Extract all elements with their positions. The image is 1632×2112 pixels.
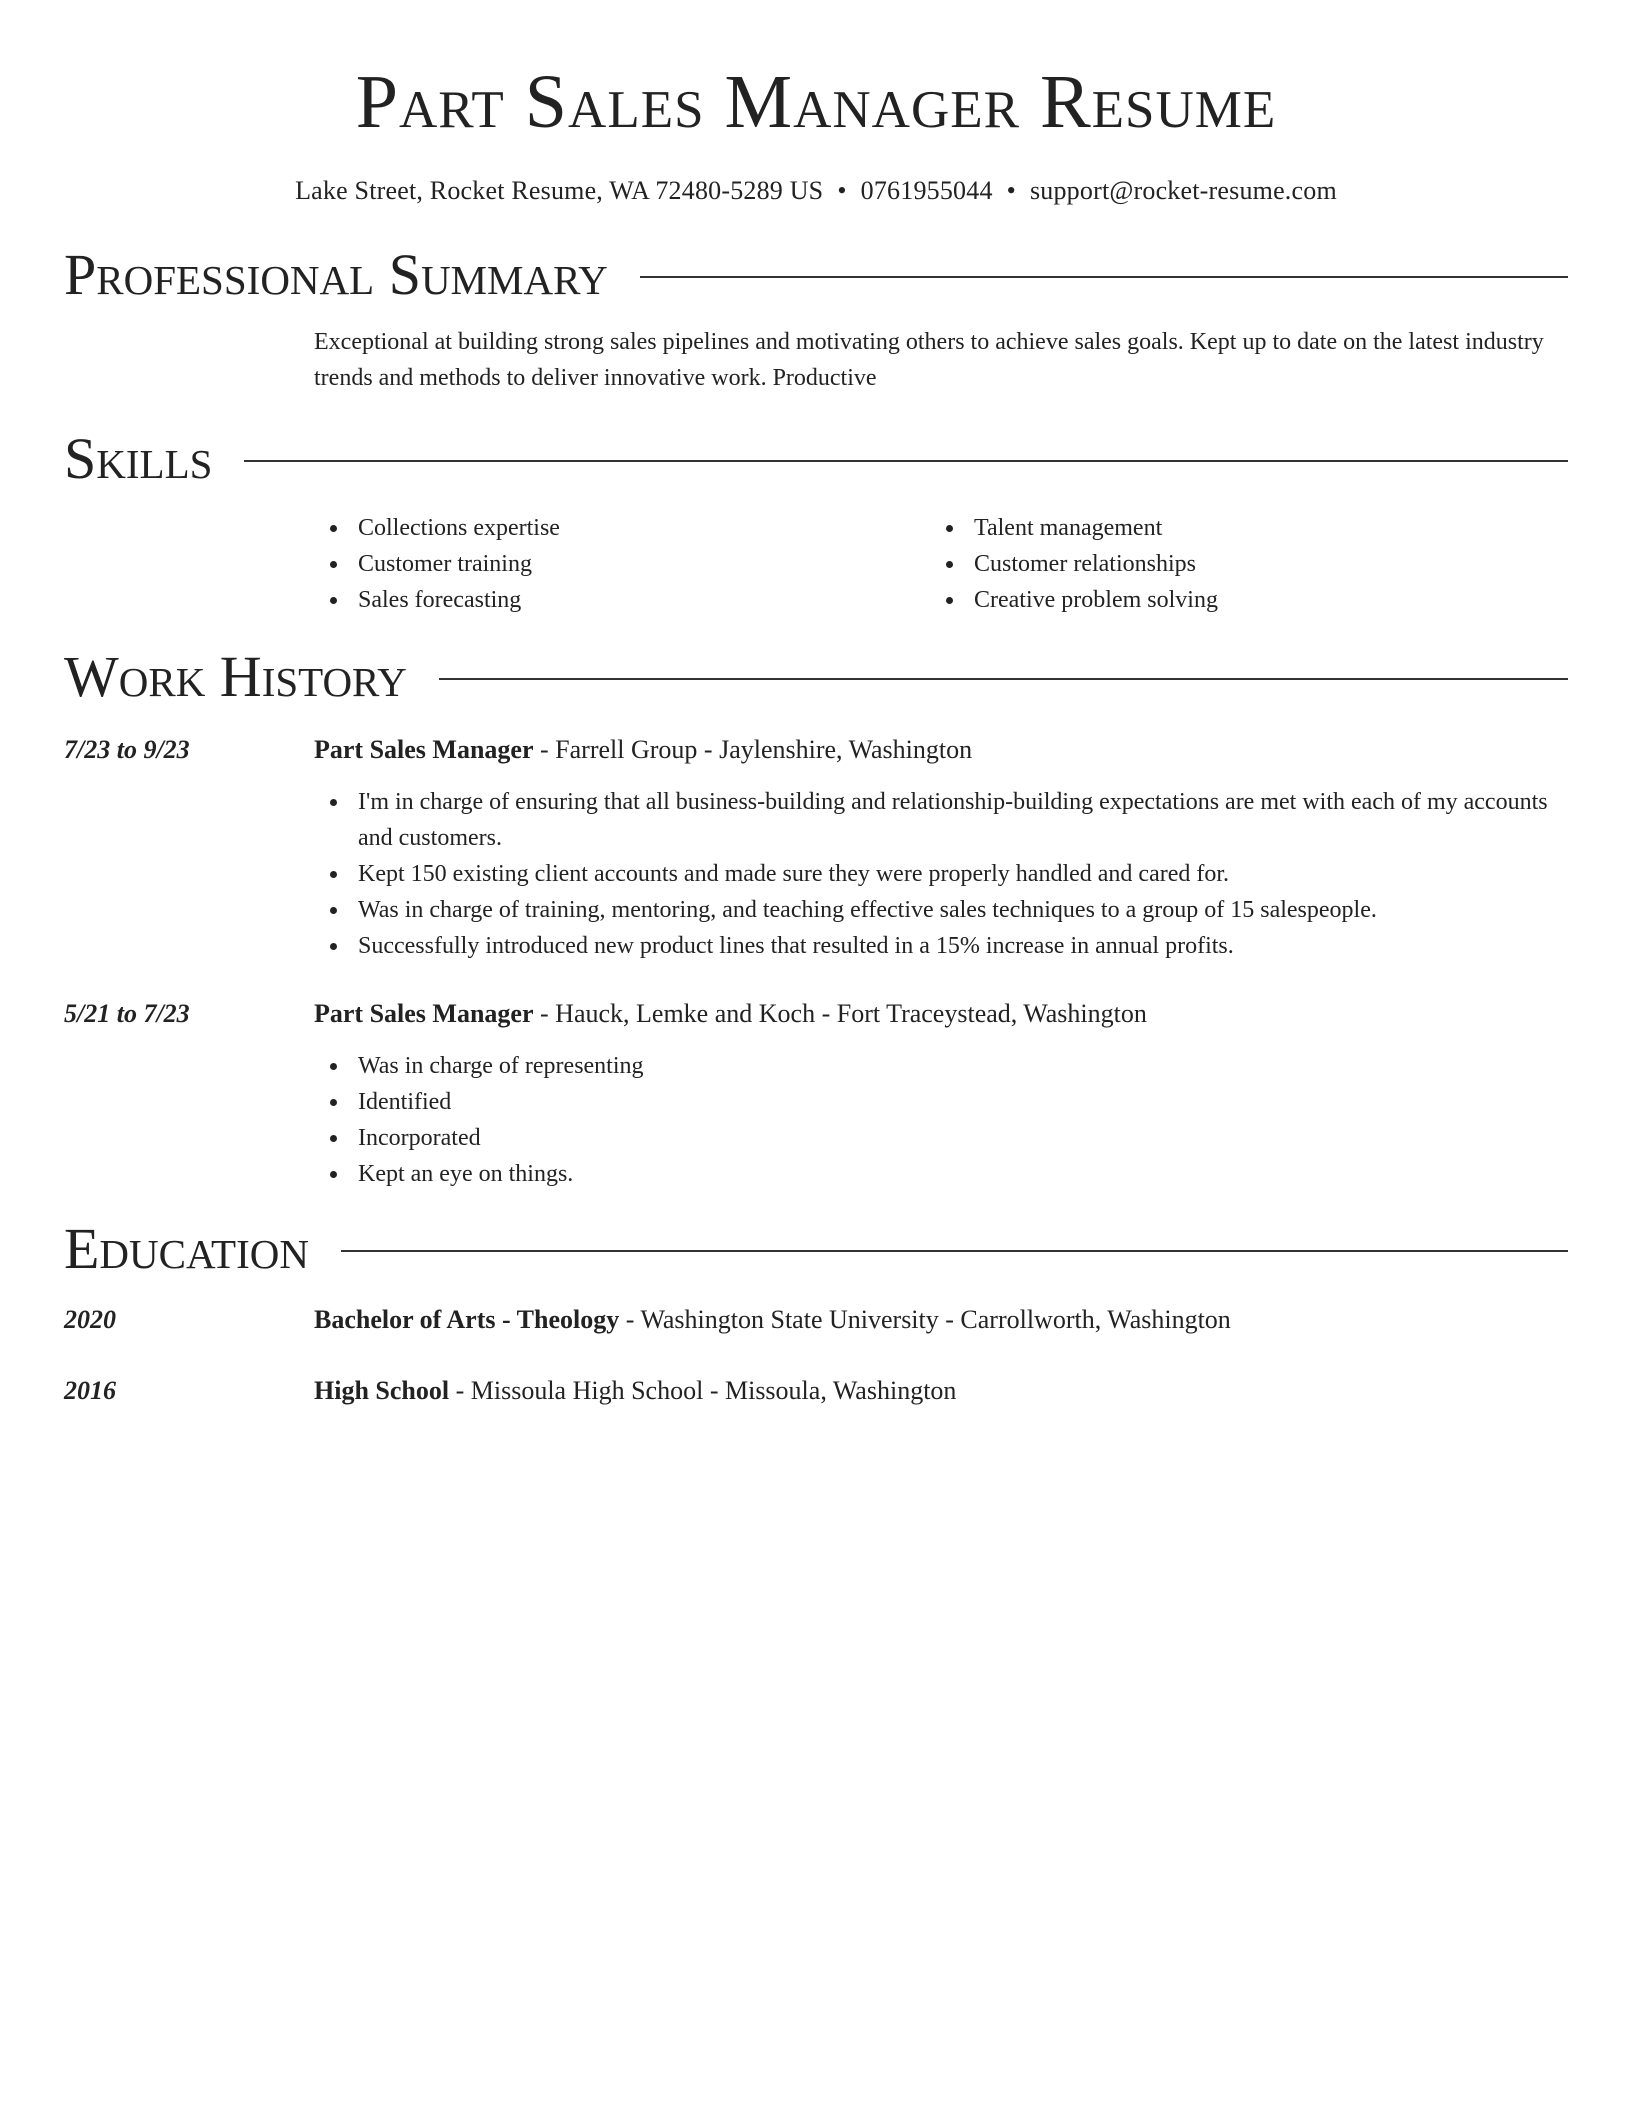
summary-text: Exceptional at building strong sales pipelines and motivating others to achieve sales goals. Kept up to date on the latest industry trends and methods to deliver innovative work. Productive [314,329,1544,391]
job-title: Part Sales Manager [314,735,534,764]
job-title: Part Sales Manager [314,999,534,1028]
work-heading: Work History [64,644,407,709]
contact-address: Lake Street, Rocket Resume, WA 72480-5289 US [295,176,824,205]
skill-item: Customer training [314,546,930,582]
job-bullet: Identified [314,1084,1568,1120]
contact-email[interactable]: support@rocket-resume.com [1029,176,1337,205]
job-entry [64,732,1568,768]
job-bullet: Was in charge of representing [314,1048,1568,1084]
job-bullet: Incorporated [314,1120,1568,1156]
education-entry [64,1302,1568,1338]
skills-list [314,510,1568,618]
skills-column-right [930,510,1546,618]
section-divider [244,460,1568,462]
education-entry [64,1373,1568,1409]
job-bullet: I'm in charge of ensuring that all business-building and relationship-building expectations are met with each of my accounts and customers. [314,784,1568,856]
skills-heading: Skills [64,426,213,491]
job-bullet: Successfully introduced new product lines that resulted in a 15% increase in annual profits. [314,928,1568,964]
job-entry [64,996,1568,1032]
education-info [314,1302,1231,1338]
job-bullets [314,784,1568,964]
education-section-header [64,1216,1568,1281]
job-info [314,732,972,768]
education-year: 2020 [64,1305,116,1334]
education-degree: Bachelor of Arts - Theology [314,1305,620,1334]
job-details: - Farrell Group - Jaylenshire, Washington [533,735,973,764]
education-degree: High School [314,1376,450,1405]
education-year: 2016 [64,1376,116,1405]
contact-separator: • [1006,176,1016,205]
section-divider [341,1250,1568,1252]
skill-item: Sales forecasting [314,582,930,618]
job-bullet: Kept 150 existing client accounts and made sure they were properly handled and cared for. [314,856,1568,892]
job-bullet: Kept an eye on things. [314,1156,1568,1192]
job-bullets [314,1048,1568,1192]
job-dates: 7/23 to 9/23 [64,735,190,764]
section-divider [439,678,1568,680]
job-info [314,996,1147,1032]
skills-section-header [64,426,1568,491]
contact-phone: 0761955044 [860,176,993,205]
summary-heading: Professional Summary [64,242,608,307]
work-section-header [64,644,1568,709]
skills-column-left [314,510,930,618]
skill-item: Customer relationships [930,546,1546,582]
skill-item: Collections expertise [314,510,930,546]
job-bullet: Was in charge of training, mentoring, and teaching effective sales techniques to a group of 15 salespeople. [314,892,1568,928]
job-details: - Hauck, Lemke and Koch - Fort Traceystead, Washington [533,999,1147,1028]
education-details: - Washington State University - Carrollworth, Washington [619,1305,1231,1334]
education-details: - Missoula High School - Missoula, Washington [449,1376,957,1405]
skill-item: Talent management [930,510,1546,546]
summary-section-header [64,242,1568,307]
education-heading: Education [64,1216,309,1281]
resume-title: Part Sales Manager Resume [355,60,1277,144]
education-info [314,1373,956,1409]
skill-item: Creative problem solving [930,582,1546,618]
section-divider [640,276,1568,278]
contact-separator: • [837,176,847,205]
contact-line [64,176,1568,206]
job-dates: 5/21 to 7/23 [64,999,190,1028]
resume-page [64,0,1568,1409]
